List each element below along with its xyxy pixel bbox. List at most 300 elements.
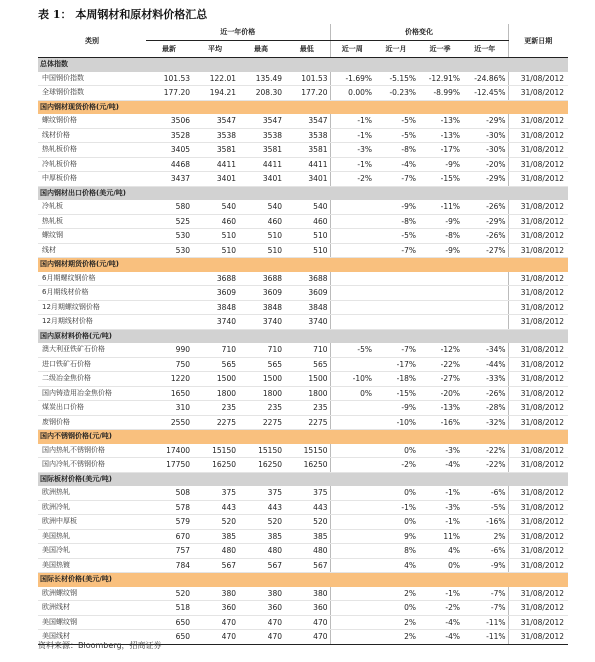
cell-update-date: 31/08/2012 xyxy=(508,143,568,158)
cell-quarter-change: -9% xyxy=(418,157,462,172)
cell-week-change: -3% xyxy=(330,143,374,158)
cell-average: 520 xyxy=(192,515,238,530)
cell-update-date: 31/08/2012 xyxy=(508,615,568,630)
cell-week-change xyxy=(330,500,374,515)
header-col-low: 最低 xyxy=(284,41,330,58)
cell-quarter-change: -12.91% xyxy=(418,72,462,86)
cell-update-date: 31/08/2012 xyxy=(508,286,568,301)
cell-month-change: -7% xyxy=(374,243,418,258)
cell-high: 2275 xyxy=(238,415,284,430)
cell-update-date: 31/08/2012 xyxy=(508,114,568,128)
cell-low: 3538 xyxy=(284,128,330,143)
table-body xyxy=(38,58,568,645)
cell-week-change xyxy=(330,214,374,229)
cell-high: 16250 xyxy=(238,458,284,473)
cell-high: 4411 xyxy=(238,157,284,172)
cell-low: 460 xyxy=(284,214,330,229)
cell-quarter-change: -11% xyxy=(418,200,462,214)
cell-year-change xyxy=(462,286,508,301)
cell-month-change xyxy=(374,315,418,330)
cell-quarter-change: -17% xyxy=(418,143,462,158)
cell-week-change: -1.69% xyxy=(330,72,374,86)
cell-name: 废钢价格 xyxy=(38,415,146,430)
cell-latest: 2550 xyxy=(146,415,192,430)
cell-latest: 3437 xyxy=(146,172,192,187)
cell-average: 3401 xyxy=(192,172,238,187)
cell-latest: 310 xyxy=(146,401,192,416)
cell-year-change xyxy=(462,300,508,315)
table-row xyxy=(38,515,568,530)
cell-high: 470 xyxy=(238,615,284,630)
cell-month-change: 9% xyxy=(374,529,418,544)
cell-latest: 17750 xyxy=(146,458,192,473)
cell-quarter-change: -15% xyxy=(418,172,462,187)
header-col-high: 最高 xyxy=(238,41,284,58)
cell-week-change xyxy=(330,357,374,372)
cell-month-change: -5% xyxy=(374,114,418,128)
cell-latest: 518 xyxy=(146,601,192,616)
cell-low: 510 xyxy=(284,243,330,258)
cell-year-change: -5% xyxy=(462,500,508,515)
cell-high: 3401 xyxy=(238,172,284,187)
cell-month-change: 2% xyxy=(374,630,418,645)
cell-low: 3581 xyxy=(284,143,330,158)
cell-average: 470 xyxy=(192,630,238,645)
cell-average: 3848 xyxy=(192,300,238,315)
cell-name: 中厚板价格 xyxy=(38,172,146,187)
cell-quarter-change: 4% xyxy=(418,544,462,559)
cell-month-change: -7% xyxy=(374,172,418,187)
cell-quarter-change: -20% xyxy=(418,386,462,401)
table-row xyxy=(38,143,568,158)
cell-high: 380 xyxy=(238,587,284,601)
table-row xyxy=(38,544,568,559)
cell-name: 全球钢价指数 xyxy=(38,86,146,101)
cell-update-date: 31/08/2012 xyxy=(508,544,568,559)
cell-low: 4411 xyxy=(284,157,330,172)
cell-latest: 784 xyxy=(146,558,192,573)
cell-quarter-change: 11% xyxy=(418,529,462,544)
table-row xyxy=(38,286,568,301)
cell-update-date: 31/08/2012 xyxy=(508,128,568,143)
cell-quarter-change: -4% xyxy=(418,458,462,473)
cell-year-change: -6% xyxy=(462,486,508,500)
cell-week-change xyxy=(330,315,374,330)
cell-latest: 1650 xyxy=(146,386,192,401)
header-col-week: 近一周 xyxy=(330,41,374,58)
cell-latest: 101.53 xyxy=(146,72,192,86)
cell-week-change xyxy=(330,630,374,645)
cell-name: 12月期螺纹钢价格 xyxy=(38,300,146,315)
cell-update-date: 31/08/2012 xyxy=(508,200,568,214)
cell-month-change: 2% xyxy=(374,587,418,601)
cell-high: 3848 xyxy=(238,300,284,315)
cell-week-change xyxy=(330,544,374,559)
cell-year-change xyxy=(462,315,508,330)
cell-week-change: 0.00% xyxy=(330,86,374,101)
cell-name: 进口铁矿石价格 xyxy=(38,357,146,372)
cell-update-date: 31/08/2012 xyxy=(508,529,568,544)
header-group-change: 价格变化 xyxy=(330,24,508,41)
header-group-price: 近一年价格 xyxy=(146,24,330,41)
cell-low: 540 xyxy=(284,200,330,214)
cell-update-date: 31/08/2012 xyxy=(508,172,568,187)
cell-year-change: -22% xyxy=(462,444,508,458)
cell-high: 565 xyxy=(238,357,284,372)
table-title: 表 1： 本周钢材和原材料价格汇总 xyxy=(38,8,208,21)
cell-high: 510 xyxy=(238,229,284,244)
section-title: 国内钢材出口价格(美元/吨) xyxy=(38,186,568,200)
cell-latest: 520 xyxy=(146,587,192,601)
cell-week-change: 0% xyxy=(330,386,374,401)
section-title: 国内钢材期货价格(元/吨) xyxy=(38,258,568,272)
cell-name: 欧洲螺纹钢 xyxy=(38,587,146,601)
cell-quarter-change xyxy=(418,300,462,315)
cell-month-change: 8% xyxy=(374,544,418,559)
cell-high: 520 xyxy=(238,515,284,530)
table-row xyxy=(38,458,568,473)
cell-high: 375 xyxy=(238,486,284,500)
table-header xyxy=(38,24,568,58)
cell-low: 2275 xyxy=(284,415,330,430)
cell-average: 385 xyxy=(192,529,238,544)
table-row xyxy=(38,272,568,286)
cell-year-change: -44% xyxy=(462,357,508,372)
cell-name: 美国冷轧 xyxy=(38,544,146,559)
cell-week-change xyxy=(330,300,374,315)
cell-month-change xyxy=(374,272,418,286)
cell-latest xyxy=(146,286,192,301)
cell-year-change: -29% xyxy=(462,214,508,229)
cell-average: 3547 xyxy=(192,114,238,128)
cell-latest: 578 xyxy=(146,500,192,515)
cell-high: 3688 xyxy=(238,272,284,286)
cell-update-date: 31/08/2012 xyxy=(508,500,568,515)
cell-latest: 530 xyxy=(146,243,192,258)
cell-update-date: 31/08/2012 xyxy=(508,229,568,244)
section-title: 国内原材料价格(元/吨) xyxy=(38,329,568,343)
cell-year-change: -26% xyxy=(462,229,508,244)
cell-year-change: -7% xyxy=(462,601,508,616)
section-header xyxy=(38,329,568,343)
cell-average: 2275 xyxy=(192,415,238,430)
cell-latest: 17400 xyxy=(146,444,192,458)
cell-high: 710 xyxy=(238,343,284,357)
cell-year-change: -33% xyxy=(462,372,508,387)
cell-average: 470 xyxy=(192,615,238,630)
cell-month-change: -0.23% xyxy=(374,86,418,101)
cell-update-date: 31/08/2012 xyxy=(508,486,568,500)
cell-year-change: -12.45% xyxy=(462,86,508,101)
cell-update-date: 31/08/2012 xyxy=(508,558,568,573)
table-row xyxy=(38,300,568,315)
cell-month-change: -17% xyxy=(374,357,418,372)
cell-year-change: -24.86% xyxy=(462,72,508,86)
section-header xyxy=(38,573,568,587)
cell-low: 3609 xyxy=(284,286,330,301)
cell-year-change: -29% xyxy=(462,172,508,187)
cell-week-change xyxy=(330,286,374,301)
cell-quarter-change: -3% xyxy=(418,444,462,458)
cell-update-date: 31/08/2012 xyxy=(508,444,568,458)
cell-latest: 530 xyxy=(146,229,192,244)
cell-low: 360 xyxy=(284,601,330,616)
cell-year-change: -6% xyxy=(462,544,508,559)
table-row xyxy=(38,128,568,143)
cell-high: 3547 xyxy=(238,114,284,128)
cell-week-change xyxy=(330,415,374,430)
cell-quarter-change: -13% xyxy=(418,128,462,143)
cell-quarter-change: -13% xyxy=(418,401,462,416)
cell-year-change: -20% xyxy=(462,157,508,172)
cell-name: 6月期螺纹钢价格 xyxy=(38,272,146,286)
section-header xyxy=(38,186,568,200)
source-note: 资料来源：Bloomberg，招商证券 xyxy=(38,641,162,650)
cell-month-change: -5% xyxy=(374,128,418,143)
cell-week-change: -1% xyxy=(330,128,374,143)
cell-quarter-change: -8.99% xyxy=(418,86,462,101)
header-col-quarter: 近一季 xyxy=(418,41,462,58)
cell-quarter-change xyxy=(418,315,462,330)
cell-average: 540 xyxy=(192,200,238,214)
cell-month-change: 4% xyxy=(374,558,418,573)
cell-quarter-change: -2% xyxy=(418,601,462,616)
cell-average: 16250 xyxy=(192,458,238,473)
cell-update-date: 31/08/2012 xyxy=(508,157,568,172)
cell-high: 208.30 xyxy=(238,86,284,101)
cell-quarter-change: -12% xyxy=(418,343,462,357)
cell-update-date: 31/08/2012 xyxy=(508,357,568,372)
table-row xyxy=(38,343,568,357)
cell-average: 235 xyxy=(192,401,238,416)
cell-low: 565 xyxy=(284,357,330,372)
cell-year-change: -11% xyxy=(462,630,508,645)
table-row xyxy=(38,243,568,258)
cell-average: 567 xyxy=(192,558,238,573)
section-header xyxy=(38,100,568,114)
cell-name: 煤炭出口价格 xyxy=(38,401,146,416)
cell-high: 480 xyxy=(238,544,284,559)
cell-average: 3688 xyxy=(192,272,238,286)
cell-latest xyxy=(146,315,192,330)
cell-high: 3581 xyxy=(238,143,284,158)
cell-latest: 177.20 xyxy=(146,86,192,101)
cell-latest: 650 xyxy=(146,615,192,630)
cell-low: 3547 xyxy=(284,114,330,128)
cell-latest: 650 xyxy=(146,630,192,645)
cell-month-change: -8% xyxy=(374,214,418,229)
table-row xyxy=(38,229,568,244)
cell-week-change xyxy=(330,401,374,416)
cell-low: 1500 xyxy=(284,372,330,387)
cell-average: 3581 xyxy=(192,143,238,158)
cell-year-change: -30% xyxy=(462,128,508,143)
cell-week-change: -2% xyxy=(330,172,374,187)
cell-low: 3688 xyxy=(284,272,330,286)
cell-high: 385 xyxy=(238,529,284,544)
cell-name: 美国热轧 xyxy=(38,529,146,544)
cell-week-change xyxy=(330,601,374,616)
cell-low: 3740 xyxy=(284,315,330,330)
cell-year-change: -27% xyxy=(462,243,508,258)
cell-month-change: -2% xyxy=(374,458,418,473)
cell-latest: 525 xyxy=(146,214,192,229)
cell-latest: 580 xyxy=(146,200,192,214)
cell-update-date: 31/08/2012 xyxy=(508,401,568,416)
cell-quarter-change: -1% xyxy=(418,587,462,601)
table-row xyxy=(38,601,568,616)
table-row xyxy=(38,615,568,630)
cell-low: 443 xyxy=(284,500,330,515)
cell-update-date: 31/08/2012 xyxy=(508,72,568,86)
cell-average: 460 xyxy=(192,214,238,229)
header-category: 类别 xyxy=(38,24,146,58)
cell-month-change: -9% xyxy=(374,200,418,214)
cell-average: 15150 xyxy=(192,444,238,458)
cell-month-change: -10% xyxy=(374,415,418,430)
cell-month-change: -7% xyxy=(374,343,418,357)
cell-low: 375 xyxy=(284,486,330,500)
cell-week-change xyxy=(330,243,374,258)
cell-update-date: 31/08/2012 xyxy=(508,214,568,229)
cell-name: 国内铸造用冶金焦价格 xyxy=(38,386,146,401)
cell-week-change xyxy=(330,444,374,458)
table-row xyxy=(38,315,568,330)
cell-low: 235 xyxy=(284,401,330,416)
cell-quarter-change: -9% xyxy=(418,243,462,258)
cell-latest xyxy=(146,272,192,286)
section-title: 国际长材价格(美元/吨) xyxy=(38,573,568,587)
cell-month-change: -4% xyxy=(374,157,418,172)
cell-high: 470 xyxy=(238,630,284,645)
cell-update-date: 31/08/2012 xyxy=(508,587,568,601)
cell-low: 3848 xyxy=(284,300,330,315)
cell-quarter-change: -1% xyxy=(418,515,462,530)
cell-name: 欧洲冷轧 xyxy=(38,500,146,515)
cell-name: 12月期线材价格 xyxy=(38,315,146,330)
cell-quarter-change: -3% xyxy=(418,500,462,515)
cell-name: 美国热镀 xyxy=(38,558,146,573)
cell-latest: 757 xyxy=(146,544,192,559)
cell-high: 443 xyxy=(238,500,284,515)
cell-week-change xyxy=(330,229,374,244)
section-header xyxy=(38,58,568,72)
cell-average: 710 xyxy=(192,343,238,357)
cell-name: 美国螺纹钢 xyxy=(38,615,146,630)
cell-high: 540 xyxy=(238,200,284,214)
cell-low: 710 xyxy=(284,343,330,357)
cell-average: 122.01 xyxy=(192,72,238,86)
cell-name: 热轧板 xyxy=(38,214,146,229)
cell-name: 螺纹钢 xyxy=(38,229,146,244)
cell-low: 480 xyxy=(284,544,330,559)
cell-high: 460 xyxy=(238,214,284,229)
cell-high: 1800 xyxy=(238,386,284,401)
section-title: 总体指数 xyxy=(38,58,568,72)
cell-update-date: 31/08/2012 xyxy=(508,458,568,473)
cell-year-change: -26% xyxy=(462,386,508,401)
cell-quarter-change xyxy=(418,272,462,286)
cell-name: 二级冶金焦价格 xyxy=(38,372,146,387)
cell-average: 380 xyxy=(192,587,238,601)
cell-low: 16250 xyxy=(284,458,330,473)
cell-name: 国内热轧不锈钢价格 xyxy=(38,444,146,458)
cell-month-change xyxy=(374,300,418,315)
table-row xyxy=(38,529,568,544)
cell-update-date: 31/08/2012 xyxy=(508,315,568,330)
cell-low: 15150 xyxy=(284,444,330,458)
cell-quarter-change: -16% xyxy=(418,415,462,430)
cell-month-change: -5% xyxy=(374,229,418,244)
cell-quarter-change: -9% xyxy=(418,214,462,229)
table-row xyxy=(38,558,568,573)
cell-month-change: 0% xyxy=(374,486,418,500)
cell-update-date: 31/08/2012 xyxy=(508,300,568,315)
table-row xyxy=(38,200,568,214)
table-row xyxy=(38,486,568,500)
table-row xyxy=(38,444,568,458)
cell-week-change xyxy=(330,486,374,500)
cell-month-change: 2% xyxy=(374,615,418,630)
cell-quarter-change xyxy=(418,286,462,301)
cell-update-date: 31/08/2012 xyxy=(508,601,568,616)
cell-latest xyxy=(146,300,192,315)
cell-month-change: -9% xyxy=(374,401,418,416)
cell-year-change: 2% xyxy=(462,529,508,544)
table-row xyxy=(38,172,568,187)
cell-year-change: -28% xyxy=(462,401,508,416)
table-row xyxy=(38,357,568,372)
cell-high: 567 xyxy=(238,558,284,573)
cell-month-change: 0% xyxy=(374,515,418,530)
cell-average: 3740 xyxy=(192,315,238,330)
cell-high: 360 xyxy=(238,601,284,616)
cell-name: 线材 xyxy=(38,243,146,258)
cell-high: 15150 xyxy=(238,444,284,458)
cell-name: 螺纹钢价格 xyxy=(38,114,146,128)
cell-latest: 990 xyxy=(146,343,192,357)
table-row xyxy=(38,114,568,128)
table-row xyxy=(38,157,568,172)
cell-week-change xyxy=(330,587,374,601)
table-row xyxy=(38,415,568,430)
cell-average: 4411 xyxy=(192,157,238,172)
cell-month-change: 0% xyxy=(374,444,418,458)
cell-name: 冷轧板 xyxy=(38,200,146,214)
cell-latest: 3528 xyxy=(146,128,192,143)
cell-name: 澳大利亚铁矿石价格 xyxy=(38,343,146,357)
cell-average: 194.21 xyxy=(192,86,238,101)
cell-average: 3609 xyxy=(192,286,238,301)
table-row xyxy=(38,500,568,515)
cell-year-change: -29% xyxy=(462,114,508,128)
cell-year-change: -34% xyxy=(462,343,508,357)
cell-update-date: 31/08/2012 xyxy=(508,630,568,645)
cell-high: 3609 xyxy=(238,286,284,301)
cell-name: 线材价格 xyxy=(38,128,146,143)
cell-year-change: -26% xyxy=(462,200,508,214)
cell-low: 3401 xyxy=(284,172,330,187)
cell-name: 欧洲热轧 xyxy=(38,486,146,500)
cell-month-change: -18% xyxy=(374,372,418,387)
cell-week-change: -1% xyxy=(330,157,374,172)
cell-quarter-change: -4% xyxy=(418,615,462,630)
cell-year-change: -9% xyxy=(462,558,508,573)
cell-quarter-change: -13% xyxy=(418,114,462,128)
cell-high: 1500 xyxy=(238,372,284,387)
cell-latest: 670 xyxy=(146,529,192,544)
section-header xyxy=(38,430,568,444)
